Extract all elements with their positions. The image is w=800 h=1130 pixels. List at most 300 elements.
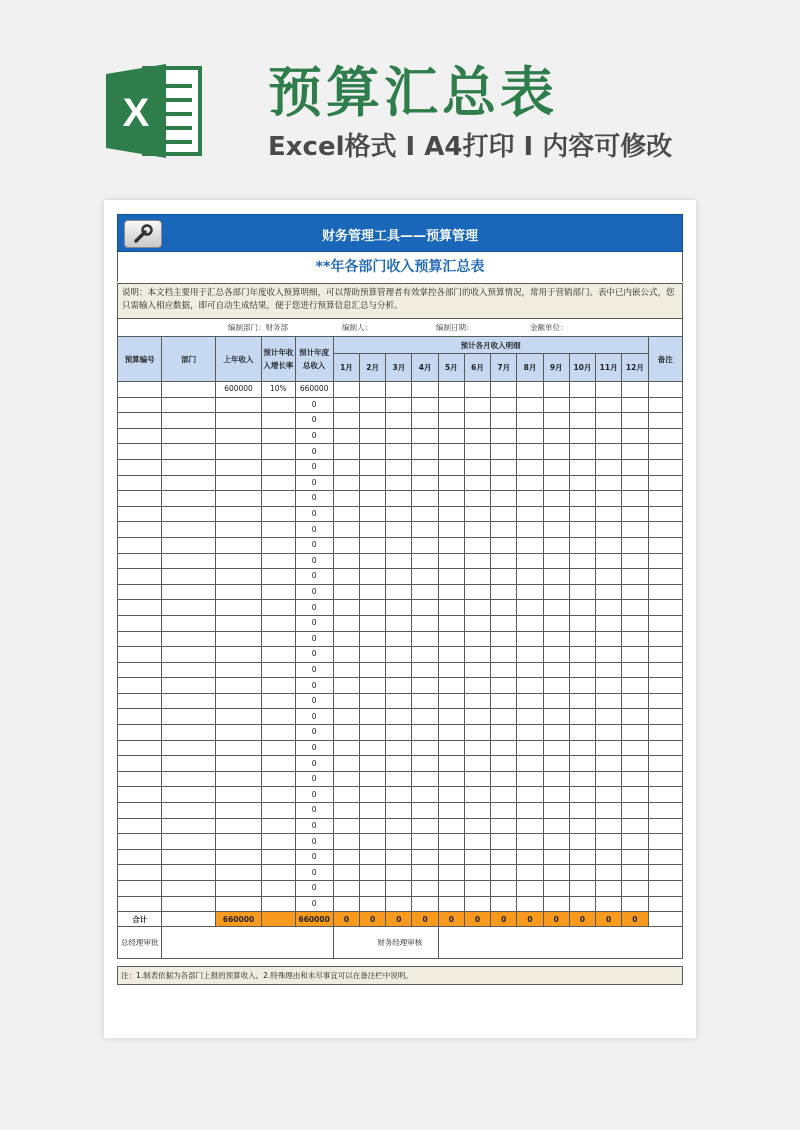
cell-month[interactable] xyxy=(464,865,490,881)
cell-last-income[interactable] xyxy=(215,522,261,538)
cell-id[interactable] xyxy=(118,537,162,553)
cell-month[interactable] xyxy=(386,522,412,538)
cell-month[interactable] xyxy=(438,647,464,663)
cell-month[interactable] xyxy=(569,569,595,585)
cell-growth[interactable] xyxy=(262,631,295,647)
cell-month[interactable] xyxy=(333,725,359,741)
cell-id[interactable] xyxy=(118,553,162,569)
cell-last-income[interactable] xyxy=(215,865,261,881)
cell-month[interactable] xyxy=(438,553,464,569)
cell-month[interactable] xyxy=(333,740,359,756)
cell-growth[interactable] xyxy=(262,553,295,569)
cell-dept[interactable] xyxy=(162,849,215,865)
cell-month[interactable] xyxy=(438,615,464,631)
cell-last-income[interactable] xyxy=(215,428,261,444)
cell-growth[interactable] xyxy=(262,849,295,865)
cell-remark[interactable] xyxy=(648,491,682,507)
cell-growth[interactable] xyxy=(262,584,295,600)
cell-last-income[interactable] xyxy=(215,491,261,507)
cell-month[interactable] xyxy=(569,803,595,819)
cell-month[interactable] xyxy=(596,600,622,616)
cell-month[interactable] xyxy=(569,662,595,678)
cell-month[interactable] xyxy=(438,709,464,725)
cell-dept[interactable] xyxy=(162,522,215,538)
cell-month[interactable] xyxy=(386,896,412,912)
cell-month[interactable] xyxy=(622,771,648,787)
cell-month[interactable] xyxy=(569,896,595,912)
cell-remark[interactable] xyxy=(648,459,682,475)
cell-month[interactable] xyxy=(517,615,543,631)
cell-last-income[interactable] xyxy=(215,506,261,522)
cell-remark[interactable] xyxy=(648,444,682,460)
cell-month[interactable] xyxy=(596,506,622,522)
cell-month[interactable] xyxy=(464,678,490,694)
cell-growth[interactable] xyxy=(262,771,295,787)
cell-month[interactable] xyxy=(464,740,490,756)
cell-last-income[interactable] xyxy=(215,740,261,756)
cell-month[interactable] xyxy=(464,709,490,725)
cell-dept[interactable] xyxy=(162,413,215,429)
cell-id[interactable] xyxy=(118,662,162,678)
cell-month[interactable] xyxy=(464,397,490,413)
cell-dept[interactable] xyxy=(162,756,215,772)
cell-month[interactable] xyxy=(386,787,412,803)
cell-month[interactable] xyxy=(569,615,595,631)
fm-approval-field[interactable] xyxy=(438,927,682,959)
cell-month[interactable] xyxy=(622,647,648,663)
cell-growth[interactable] xyxy=(262,693,295,709)
cell-month[interactable] xyxy=(360,631,386,647)
cell-month[interactable] xyxy=(622,506,648,522)
cell-id[interactable] xyxy=(118,444,162,460)
cell-month[interactable] xyxy=(412,771,438,787)
cell-month[interactable] xyxy=(386,413,412,429)
cell-month[interactable] xyxy=(412,818,438,834)
cell-month[interactable] xyxy=(438,693,464,709)
cell-id[interactable] xyxy=(118,397,162,413)
cell-month[interactable] xyxy=(333,382,359,398)
cell-month[interactable] xyxy=(464,631,490,647)
cell-month[interactable] xyxy=(386,881,412,897)
cell-month[interactable] xyxy=(386,647,412,663)
cell-last-income[interactable] xyxy=(215,397,261,413)
cell-month[interactable] xyxy=(491,709,517,725)
gm-approval-field[interactable] xyxy=(162,927,333,959)
cell-month[interactable] xyxy=(491,615,517,631)
cell-growth[interactable] xyxy=(262,491,295,507)
cell-last-income[interactable] xyxy=(215,569,261,585)
cell-month[interactable] xyxy=(517,865,543,881)
cell-month[interactable] xyxy=(360,569,386,585)
cell-remark[interactable] xyxy=(648,413,682,429)
cell-month[interactable] xyxy=(517,522,543,538)
cell-month[interactable] xyxy=(569,506,595,522)
cell-month[interactable] xyxy=(569,881,595,897)
cell-month[interactable] xyxy=(543,725,569,741)
cell-id[interactable] xyxy=(118,818,162,834)
cell-month[interactable] xyxy=(596,740,622,756)
cell-month[interactable] xyxy=(412,537,438,553)
cell-month[interactable] xyxy=(569,865,595,881)
cell-month[interactable] xyxy=(596,444,622,460)
cell-month[interactable] xyxy=(333,803,359,819)
cell-month[interactable] xyxy=(491,725,517,741)
cell-month[interactable] xyxy=(569,787,595,803)
cell-month[interactable] xyxy=(412,647,438,663)
cell-month[interactable] xyxy=(464,506,490,522)
cell-month[interactable] xyxy=(360,740,386,756)
cell-month[interactable] xyxy=(596,522,622,538)
cell-month[interactable] xyxy=(569,475,595,491)
cell-month[interactable] xyxy=(596,865,622,881)
cell-month[interactable] xyxy=(517,740,543,756)
cell-remark[interactable] xyxy=(648,522,682,538)
cell-month[interactable] xyxy=(596,569,622,585)
cell-month[interactable] xyxy=(517,803,543,819)
cell-month[interactable] xyxy=(412,740,438,756)
cell-month[interactable] xyxy=(360,787,386,803)
cell-month[interactable] xyxy=(622,818,648,834)
cell-month[interactable] xyxy=(517,756,543,772)
cell-month[interactable] xyxy=(491,678,517,694)
cell-month[interactable] xyxy=(517,693,543,709)
cell-growth[interactable] xyxy=(262,522,295,538)
cell-month[interactable] xyxy=(622,397,648,413)
cell-last-income[interactable] xyxy=(215,475,261,491)
cell-month[interactable] xyxy=(333,615,359,631)
cell-id[interactable] xyxy=(118,569,162,585)
cell-month[interactable] xyxy=(622,834,648,850)
cell-month[interactable] xyxy=(596,537,622,553)
cell-month[interactable] xyxy=(543,475,569,491)
cell-growth[interactable] xyxy=(262,803,295,819)
cell-month[interactable] xyxy=(622,693,648,709)
cell-month[interactable] xyxy=(386,834,412,850)
cell-last-income[interactable] xyxy=(215,413,261,429)
cell-month[interactable] xyxy=(360,444,386,460)
cell-month[interactable] xyxy=(569,709,595,725)
cell-month[interactable] xyxy=(464,459,490,475)
cell-month[interactable] xyxy=(517,553,543,569)
cell-last-income[interactable] xyxy=(215,584,261,600)
cell-month[interactable] xyxy=(412,631,438,647)
cell-month[interactable] xyxy=(569,413,595,429)
cell-month[interactable] xyxy=(543,865,569,881)
cell-month[interactable] xyxy=(360,803,386,819)
cell-month[interactable] xyxy=(412,382,438,398)
cell-month[interactable] xyxy=(386,506,412,522)
cell-month[interactable] xyxy=(464,491,490,507)
cell-id[interactable] xyxy=(118,413,162,429)
cell-month[interactable] xyxy=(412,725,438,741)
cell-month[interactable] xyxy=(438,600,464,616)
cell-month[interactable] xyxy=(569,397,595,413)
cell-month[interactable] xyxy=(464,428,490,444)
cell-last-income[interactable] xyxy=(215,662,261,678)
cell-dept[interactable] xyxy=(162,537,215,553)
cell-month[interactable] xyxy=(622,475,648,491)
cell-month[interactable] xyxy=(360,428,386,444)
cell-month[interactable] xyxy=(517,444,543,460)
cell-month[interactable] xyxy=(333,865,359,881)
cell-month[interactable] xyxy=(517,475,543,491)
cell-last-income[interactable] xyxy=(215,725,261,741)
cell-last-income[interactable] xyxy=(215,881,261,897)
cell-month[interactable] xyxy=(333,475,359,491)
cell-month[interactable] xyxy=(596,647,622,663)
cell-month[interactable] xyxy=(543,662,569,678)
cell-month[interactable] xyxy=(596,896,622,912)
cell-month[interactable] xyxy=(596,584,622,600)
cell-id[interactable] xyxy=(118,615,162,631)
cell-month[interactable] xyxy=(622,382,648,398)
cell-month[interactable] xyxy=(386,662,412,678)
cell-dept[interactable] xyxy=(162,459,215,475)
cell-month[interactable] xyxy=(622,662,648,678)
cell-month[interactable] xyxy=(622,756,648,772)
cell-month[interactable] xyxy=(360,662,386,678)
cell-last-income[interactable] xyxy=(215,849,261,865)
cell-month[interactable] xyxy=(622,553,648,569)
cell-month[interactable] xyxy=(333,397,359,413)
cell-month[interactable] xyxy=(438,787,464,803)
cell-month[interactable] xyxy=(464,647,490,663)
cell-month[interactable] xyxy=(596,382,622,398)
cell-month[interactable] xyxy=(412,459,438,475)
cell-month[interactable] xyxy=(517,771,543,787)
cell-month[interactable] xyxy=(333,413,359,429)
cell-month[interactable] xyxy=(438,678,464,694)
cell-id[interactable] xyxy=(118,631,162,647)
cell-month[interactable] xyxy=(543,881,569,897)
cell-month[interactable] xyxy=(517,678,543,694)
cell-month[interactable] xyxy=(464,569,490,585)
cell-last-income[interactable] xyxy=(215,834,261,850)
cell-dept[interactable] xyxy=(162,896,215,912)
cell-month[interactable] xyxy=(412,506,438,522)
cell-last-income[interactable] xyxy=(215,818,261,834)
cell-month[interactable] xyxy=(569,631,595,647)
cell-dept[interactable] xyxy=(162,787,215,803)
cell-month[interactable] xyxy=(543,647,569,663)
cell-month[interactable] xyxy=(438,756,464,772)
cell-month[interactable] xyxy=(412,413,438,429)
cell-id[interactable] xyxy=(118,849,162,865)
cell-id[interactable] xyxy=(118,787,162,803)
cell-month[interactable] xyxy=(517,834,543,850)
cell-month[interactable] xyxy=(517,896,543,912)
cell-month[interactable] xyxy=(543,397,569,413)
cell-month[interactable] xyxy=(517,397,543,413)
cell-month[interactable] xyxy=(622,522,648,538)
cell-month[interactable] xyxy=(386,709,412,725)
cell-dept[interactable] xyxy=(162,662,215,678)
cell-month[interactable] xyxy=(333,896,359,912)
cell-month[interactable] xyxy=(438,413,464,429)
cell-month[interactable] xyxy=(517,491,543,507)
cell-month[interactable] xyxy=(543,459,569,475)
cell-month[interactable] xyxy=(569,584,595,600)
cell-month[interactable] xyxy=(491,475,517,491)
cell-month[interactable] xyxy=(333,444,359,460)
cell-month[interactable] xyxy=(569,740,595,756)
cell-dept[interactable] xyxy=(162,569,215,585)
cell-month[interactable] xyxy=(491,569,517,585)
cell-month[interactable] xyxy=(491,382,517,398)
cell-dept[interactable] xyxy=(162,881,215,897)
cell-month[interactable] xyxy=(622,803,648,819)
cell-month[interactable] xyxy=(543,382,569,398)
cell-month[interactable] xyxy=(360,459,386,475)
cell-month[interactable] xyxy=(360,709,386,725)
cell-month[interactable] xyxy=(569,459,595,475)
cell-month[interactable] xyxy=(438,631,464,647)
cell-month[interactable] xyxy=(622,725,648,741)
cell-growth[interactable] xyxy=(262,678,295,694)
cell-dept[interactable] xyxy=(162,709,215,725)
cell-month[interactable] xyxy=(360,491,386,507)
cell-dept[interactable] xyxy=(162,678,215,694)
cell-remark[interactable] xyxy=(648,647,682,663)
cell-month[interactable] xyxy=(438,428,464,444)
cell-month[interactable] xyxy=(491,756,517,772)
cell-month[interactable] xyxy=(438,865,464,881)
cell-month[interactable] xyxy=(491,459,517,475)
cell-month[interactable] xyxy=(412,693,438,709)
cell-dept[interactable] xyxy=(162,428,215,444)
cell-month[interactable] xyxy=(596,459,622,475)
cell-growth[interactable] xyxy=(262,647,295,663)
cell-growth[interactable] xyxy=(262,475,295,491)
cell-month[interactable] xyxy=(386,818,412,834)
cell-month[interactable] xyxy=(333,584,359,600)
cell-month[interactable] xyxy=(412,522,438,538)
cell-id[interactable] xyxy=(118,896,162,912)
cell-month[interactable] xyxy=(569,647,595,663)
cell-growth[interactable] xyxy=(262,756,295,772)
cell-month[interactable] xyxy=(412,553,438,569)
cell-month[interactable] xyxy=(464,881,490,897)
cell-month[interactable] xyxy=(569,444,595,460)
cell-month[interactable] xyxy=(360,896,386,912)
cell-month[interactable] xyxy=(464,600,490,616)
cell-dept[interactable] xyxy=(162,834,215,850)
cell-month[interactable] xyxy=(464,896,490,912)
cell-month[interactable] xyxy=(543,413,569,429)
cell-remark[interactable] xyxy=(648,631,682,647)
cell-remark[interactable] xyxy=(648,881,682,897)
cell-month[interactable] xyxy=(596,631,622,647)
cell-month[interactable] xyxy=(412,881,438,897)
cell-id[interactable] xyxy=(118,382,162,398)
cell-last-income[interactable] xyxy=(215,771,261,787)
cell-month[interactable] xyxy=(543,444,569,460)
cell-month[interactable] xyxy=(491,881,517,897)
cell-month[interactable] xyxy=(360,553,386,569)
cell-month[interactable] xyxy=(517,881,543,897)
cell-month[interactable] xyxy=(333,491,359,507)
cell-month[interactable] xyxy=(622,849,648,865)
cell-month[interactable] xyxy=(517,662,543,678)
cell-month[interactable] xyxy=(517,413,543,429)
cell-month[interactable] xyxy=(438,896,464,912)
cell-month[interactable] xyxy=(596,787,622,803)
cell-month[interactable] xyxy=(333,771,359,787)
cell-month[interactable] xyxy=(622,428,648,444)
cell-month[interactable] xyxy=(491,849,517,865)
cell-month[interactable] xyxy=(569,849,595,865)
cell-month[interactable] xyxy=(412,475,438,491)
cell-month[interactable] xyxy=(517,631,543,647)
cell-id[interactable] xyxy=(118,740,162,756)
cell-growth[interactable] xyxy=(262,725,295,741)
cell-dept[interactable] xyxy=(162,382,215,398)
cell-month[interactable] xyxy=(412,491,438,507)
cell-month[interactable] xyxy=(491,491,517,507)
cell-growth[interactable] xyxy=(262,881,295,897)
cell-month[interactable] xyxy=(569,600,595,616)
cell-month[interactable] xyxy=(360,413,386,429)
cell-month[interactable] xyxy=(491,803,517,819)
cell-last-income[interactable] xyxy=(215,756,261,772)
cell-growth[interactable] xyxy=(262,459,295,475)
cell-month[interactable] xyxy=(622,787,648,803)
cell-month[interactable] xyxy=(491,553,517,569)
cell-month[interactable] xyxy=(543,678,569,694)
cell-month[interactable] xyxy=(596,397,622,413)
cell-month[interactable] xyxy=(622,459,648,475)
cell-id[interactable] xyxy=(118,834,162,850)
cell-month[interactable] xyxy=(464,693,490,709)
cell-remark[interactable] xyxy=(648,397,682,413)
cell-month[interactable] xyxy=(596,756,622,772)
cell-month[interactable] xyxy=(412,615,438,631)
cell-month[interactable] xyxy=(412,444,438,460)
cell-month[interactable] xyxy=(464,537,490,553)
cell-month[interactable] xyxy=(438,771,464,787)
cell-month[interactable] xyxy=(491,600,517,616)
cell-month[interactable] xyxy=(543,803,569,819)
cell-month[interactable] xyxy=(517,787,543,803)
cell-month[interactable] xyxy=(333,506,359,522)
cell-month[interactable] xyxy=(464,444,490,460)
cell-month[interactable] xyxy=(412,834,438,850)
cell-month[interactable] xyxy=(491,771,517,787)
cell-month[interactable] xyxy=(491,662,517,678)
cell-month[interactable] xyxy=(412,397,438,413)
cell-month[interactable] xyxy=(596,428,622,444)
cell-month[interactable] xyxy=(438,491,464,507)
cell-month[interactable] xyxy=(464,725,490,741)
cell-last-income[interactable] xyxy=(215,444,261,460)
cell-month[interactable] xyxy=(622,444,648,460)
cell-month[interactable] xyxy=(412,803,438,819)
cell-month[interactable] xyxy=(438,662,464,678)
cell-month[interactable] xyxy=(596,615,622,631)
cell-month[interactable] xyxy=(386,771,412,787)
cell-month[interactable] xyxy=(464,553,490,569)
cell-month[interactable] xyxy=(543,600,569,616)
cell-last-income[interactable] xyxy=(215,896,261,912)
cell-month[interactable] xyxy=(569,553,595,569)
cell-month[interactable] xyxy=(596,693,622,709)
cell-growth[interactable] xyxy=(262,818,295,834)
cell-month[interactable] xyxy=(333,553,359,569)
cell-month[interactable] xyxy=(360,756,386,772)
cell-month[interactable] xyxy=(596,413,622,429)
cell-month[interactable] xyxy=(517,428,543,444)
cell-month[interactable] xyxy=(386,615,412,631)
